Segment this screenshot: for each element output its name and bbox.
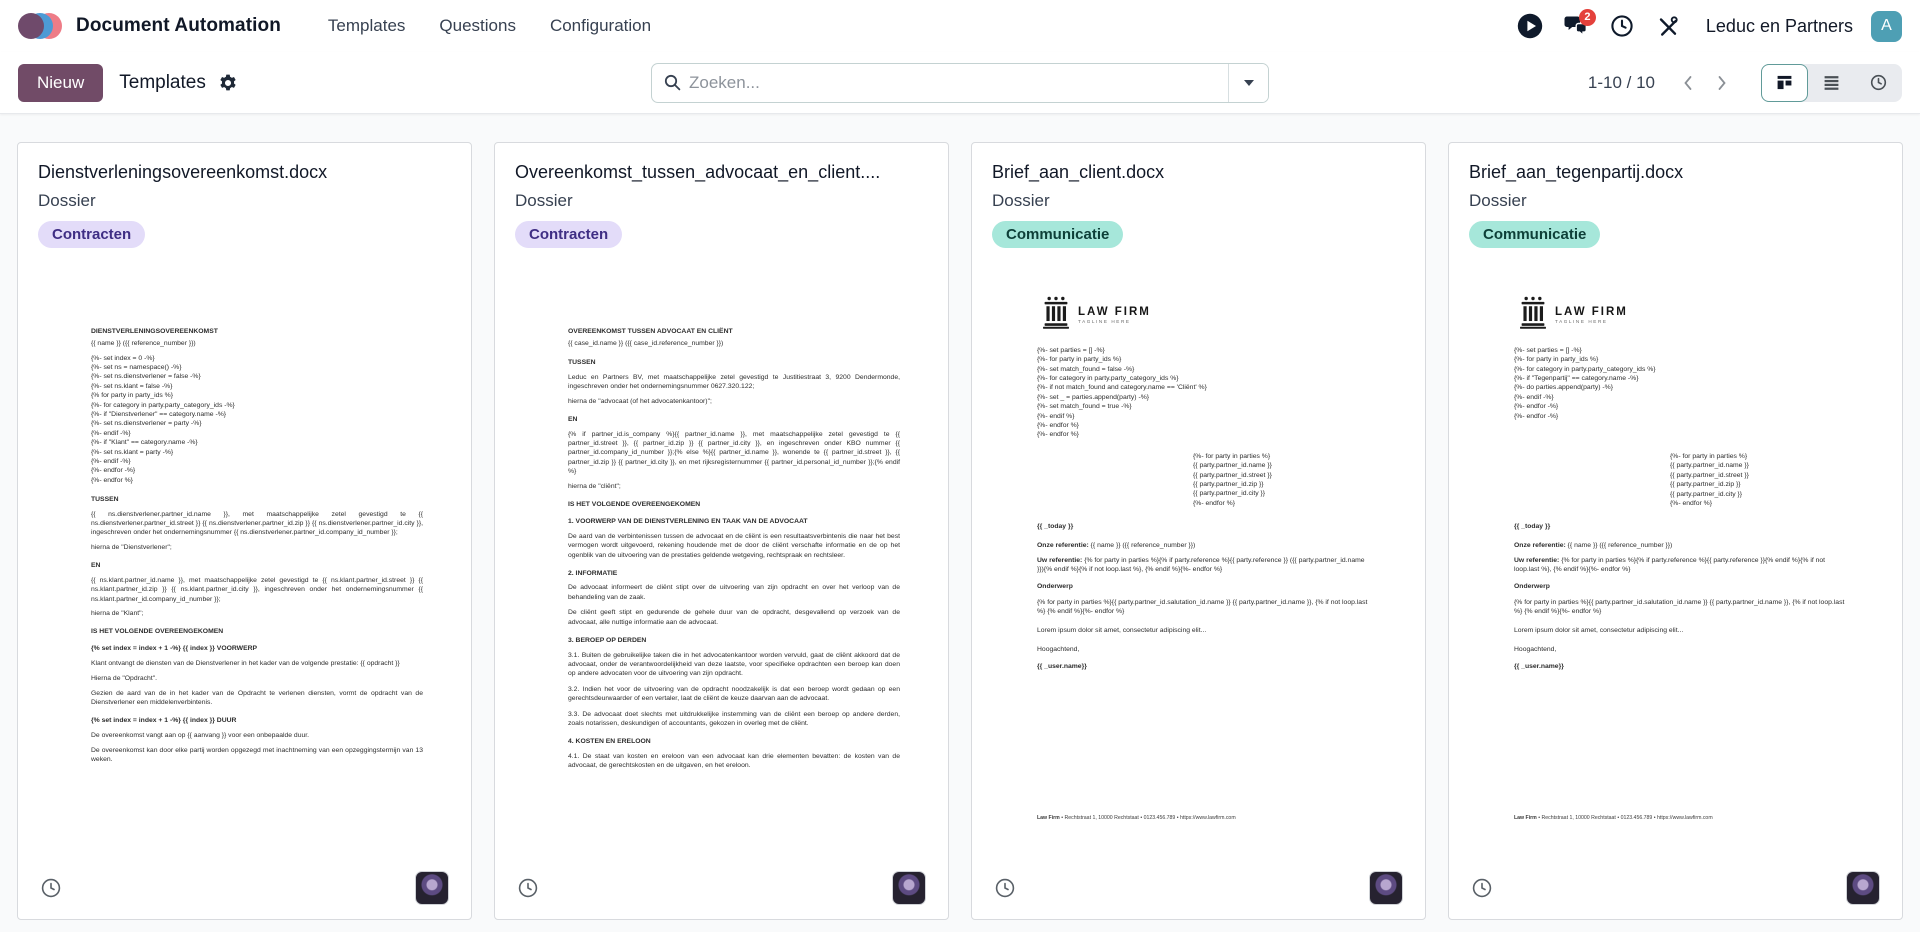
onboarding-play-button[interactable] (1512, 8, 1548, 44)
doc-line: IS HET VOLGENDE OVEREENGEKOMEN (91, 627, 224, 635)
doc-line: {%- set match_found = false -%} (1037, 365, 1135, 373)
doc-line: EN (568, 415, 578, 423)
doc-spacer (1514, 532, 1846, 539)
doc-line: {%- if "Tegenpartij" == category.name -%} (1514, 374, 1639, 382)
doc-line: Onze referentie: {{ name }} ({{ reference_number }}) (1037, 542, 1196, 550)
doc-line: {% for party in parties %}{{ party.partner_id.salutation_id.name }} {{ party.partner_id.name }}, {% if not loop.last %} {% endif %}{%- endfor %} (1514, 598, 1845, 616)
messages-button[interactable] (1558, 8, 1594, 44)
activities-button[interactable] (1604, 8, 1640, 44)
doc-line: Onderwerp (1514, 583, 1550, 591)
document-preview (992, 248, 1405, 865)
doc-line: {% if partner_id.is_company %}{{ partner_id.name }}, met maatschappelijke zetel gevestigd te {{ partner_id.street }}, {{ partner_id.zip }} {{ partner_id.city }}, en ingeschreven onder KBO nummer {{ partner_id.company_id_number }};{% else %}{{ partner_id.name }}, wonende te {{ partner_id.street }}, {{ partner_id.zip }} {{ partner_id.city }}, en met rijksregisternummer {{ partner_id.personal_id_number }};{% endif %} (568, 430, 900, 476)
doc-line: {%- if "Klant" == category.name -%} (91, 439, 198, 447)
pager-previous-button[interactable] (1671, 68, 1705, 98)
doc-line: IS HET VOLGENDE OVEREENGEKOMEN (568, 500, 701, 508)
clock-icon (1610, 14, 1634, 38)
law-firm-name: LAW FIRM (1078, 305, 1151, 318)
activity-clock-button[interactable] (1471, 877, 1493, 899)
doc-line: Leduc en Partners BV, met maatschappelijke zetel gevestigd te Justitiestraat 3, 9200 Dendermonde, ingeschreven onder het ondernemingsnummer 0627.320.122; (568, 373, 900, 391)
doc-line: 3.1. Buiten de gebruikelijke taken die in het advocatenkantoor worden vervuld, gaat de cliënt akkoord dat de advocaat, onder de verantwoordelijkheid van deze laatste, voor specifieke opdrachten een beroep kan doen op andere advocaten voor de uitvoering van zijn opdracht. (568, 651, 900, 678)
doc-line: {%- do parties.append(party) -%} (1514, 384, 1613, 392)
doc-line: {%- endif -%} (91, 458, 131, 466)
list-view-icon (1823, 74, 1840, 91)
doc-line: {%- for party in party_ids %} (1514, 356, 1599, 364)
card-footer (992, 865, 1405, 907)
law-firm-logo-text (1555, 306, 1628, 325)
new-button[interactable]: Nieuw (18, 64, 103, 102)
doc-line: {%- set ns.klant = false -%} (91, 382, 173, 390)
gear-icon (219, 74, 237, 92)
messages-count-badge: 2 (1579, 9, 1596, 26)
doc-line: {%- endfor -%} (1514, 412, 1559, 420)
law-firm-logo (1041, 296, 1369, 334)
doc-line: {%- for party in parties %} (1193, 452, 1271, 460)
doc-spacer (91, 485, 423, 489)
clock-icon (517, 877, 539, 899)
doc-line: {{ case_id.name }} ({{ case_id.reference_number }}) (568, 340, 724, 348)
doc-line: hierna de "advocaat (of het advocatenkantoor)"; (568, 398, 712, 406)
doc-line: 3.2. Indien het voor de uitvoering van de opdracht noodzakelijk is dat een beroep wordt gedaan op een gerechtsdeurwaarder of een vertaler, laat de cliënt de keuze daarvan aan de advocaat. (568, 685, 900, 703)
doc-line: {{ party.partner_id.name }} (1193, 462, 1272, 470)
doc-line: OVEREENKOMST TUSSEN ADVOCAAT EN CLIËNT (568, 328, 733, 336)
card-footer (38, 865, 451, 907)
clock-icon (40, 877, 62, 899)
card-subtitle: Dossier (992, 190, 1050, 210)
activity-view-icon (1870, 74, 1887, 91)
card-title[interactable]: Brief_aan_client.docx (992, 162, 1165, 182)
doc-line: {% for party in parties %}{{ party.partner_id.salutation_id.name }} {{ party.partner_id.name }}, {% if not loop.last %} {% endif %}{%- endfor %} (1037, 598, 1368, 616)
doc-spacer (568, 349, 900, 353)
doc-line: hierna de "Dienstverlener"; (91, 544, 172, 552)
category-badge: Communicatie (1469, 221, 1600, 248)
doc-line: hierna de "Klant"; (91, 610, 144, 618)
doc-line: {{ _today }} (1514, 523, 1551, 531)
search-bar (651, 63, 1269, 103)
doc-line: {%- endfor -%} (1514, 403, 1559, 411)
action-gear-button[interactable] (215, 70, 241, 96)
doc-line: {{ _user.name}} (1037, 662, 1087, 670)
pager-and-views (1588, 64, 1902, 102)
doc-line: 4.1. De staat van kosten en ereloon van een advocaat kan drie elementen bevatten: de kosten van de advocaat, de gerechtskosten en de uitgaven, en het ereloon. (568, 752, 900, 770)
doc-line: {{ party.partner_id.city }} (1193, 490, 1266, 498)
template-card[interactable] (494, 142, 949, 920)
doc-line: Hierna de "Opdracht". (91, 675, 158, 683)
doc-line: TUSSEN (568, 359, 596, 367)
doc-line: {%- for category in party.party_category_ids %} (1514, 365, 1656, 373)
debug-tools-button[interactable] (1650, 8, 1686, 44)
doc-line: {%- for category in party.party_category_ids %} (1037, 374, 1179, 382)
doc-line: {%- set ns.dienstverlener = party -%} (91, 420, 202, 428)
card-subtitle: Dossier (515, 190, 573, 210)
doc-line: {%- endfor %} (1670, 500, 1712, 508)
doc-line: 3.3. De advocaat doet slechts met uitdrukkelijke instemming van de cliënt een beroep op andere derden, zoals notarissen, deskundigen of accountants, gekozen in overleg met de cliënt. (568, 710, 900, 727)
kanban-view (0, 114, 1920, 920)
doc-line: {%- set parties = [] -%} (1037, 346, 1105, 354)
doc-line: {%- for party in parties %} (1670, 453, 1748, 460)
doc-line: 3. BEROEP OP DERDEN (568, 636, 647, 644)
card-title[interactable]: Brief_aan_tegenpartij.docx (1469, 162, 1684, 182)
doc-spacer (1037, 440, 1369, 452)
user-avatar[interactable]: A (1871, 11, 1902, 42)
doc-line: 1. VOORWERP VAN DE DIENSTVERLENING EN TAAK VAN DE ADVOCAAT (568, 517, 808, 525)
template-card[interactable] (1448, 142, 1903, 920)
category-badge: Communicatie (992, 221, 1123, 248)
doc-line: {% set index = index + 1 -%} {{ index }} DUUR (91, 717, 237, 725)
doc-line: {{ name }} ({{ reference_number }}) (91, 340, 196, 348)
view-kanban-button[interactable] (1761, 64, 1808, 102)
chevron-right-icon (1715, 74, 1729, 92)
doc-line: De overeenkomst kan door elke partij worden opgezegd met inachtneming van een opzeggingstermijn van 13 weken. (91, 746, 423, 763)
law-firm-pillar-icon (1041, 296, 1071, 334)
responsible-avatar[interactable] (1369, 871, 1403, 905)
doc-line: {%- set index = 0 -%} (91, 354, 155, 362)
doc-spacer (1514, 421, 1846, 452)
company-switcher[interactable]: Leduc en Partners (1705, 15, 1853, 36)
doc-spacer (1037, 591, 1369, 595)
app-home-button[interactable] (18, 10, 281, 42)
doc-line: {%- set _ = parties.append(party) -%} (1037, 393, 1150, 401)
doc-line: {%- for party in party_ids %} (1037, 356, 1122, 364)
doc-spacer (1037, 638, 1369, 643)
doc-spacer (1037, 532, 1369, 539)
doc-line: {%- set ns.dienstverlener = false -%} (91, 373, 201, 381)
doc-line: Law Firm • Rechtstraat 1, 10000 Rechtstaat • 0123.456.789 • https://www.lawfirm.com (1514, 814, 1713, 821)
card-title[interactable]: Overeenkomst_tussen_advocaat_en_client.... (515, 162, 881, 182)
document-preview (38, 248, 451, 865)
doc-line: 4. KOSTEN EN ERELOON (568, 737, 651, 745)
app-title: Document Automation (76, 15, 281, 36)
doc-line: Lorem ipsum dolor sit amet, consectetur adipiscing elit... (1514, 626, 1684, 634)
doc-line: Klant ontvangt de diensten van de Dienstverlener in het kader van de volgende prestatie: {{ opdracht }} (91, 660, 400, 668)
doc-line: EN (91, 561, 101, 569)
top-menu (311, 6, 668, 46)
doc-line: {{ ns.dienstverlener.partner_id.name }}, met maatschappelijke zetel gevestigd te {{ ns.dienstverlener.partner_id.street }} {{ ns.dienstverlener.partner_id.zip }} {{ ns.dienstverlener.partner_id.city }}, ingeschreven onder het ondernemingsnummer {{ ns.dienstverlener.partner_id.company_id_number }}; (91, 510, 423, 537)
law-firm-logo-text (1078, 306, 1151, 325)
view-switcher (1761, 64, 1902, 102)
doc-line: {%- set parties = [] -%} (1514, 346, 1582, 354)
clock-icon (1471, 877, 1493, 899)
doc-line: {%- if not match_found and category.name == 'Cliënt' %} (1037, 384, 1207, 392)
chevron-down-icon (1244, 80, 1254, 86)
responsible-avatar[interactable] (1846, 871, 1880, 905)
doc-line: Onderwerp (1037, 582, 1073, 590)
view-list-button[interactable] (1808, 64, 1855, 102)
doc-line: {% set index = index + 1 -%} {{ index }} VOORWERP (91, 645, 258, 653)
main-navbar (0, 0, 1920, 52)
doc-line: TUSSEN (91, 495, 119, 503)
app-logo-icon (18, 10, 66, 42)
law-firm-tagline: TAGLINE HERE (1555, 319, 1608, 324)
law-firm-tagline: TAGLINE HERE (1078, 319, 1131, 324)
doc-line: {%- endif -%} (91, 429, 131, 437)
doc-line: Uw referentie: {% for party in parties %}{% if party.reference %}{{ party.reference }}{% endif %}{% if not loop.last %}, {% endif %}{%- endfor %} (1514, 556, 1826, 574)
doc-spacer (1514, 591, 1846, 595)
play-icon (1517, 13, 1543, 39)
category-badge: Contracten (38, 221, 145, 248)
card-title[interactable]: Dienstverleningsovereenkomst.docx (38, 162, 328, 182)
doc-line: {%- set match_found = true -%} (1037, 403, 1132, 411)
category-badge: Contracten (515, 221, 622, 248)
menu-questions[interactable]: Questions (439, 16, 516, 35)
responsible-avatar[interactable] (415, 871, 449, 905)
doc-spacer (1514, 619, 1846, 623)
doc-line: Hoogachtend, (1514, 646, 1557, 654)
search-input[interactable] (689, 64, 1228, 102)
doc-line: {%- if "Dienstverlener" == category.name -%} (91, 411, 227, 418)
doc-spacer (1037, 508, 1369, 522)
template-card[interactable] (971, 142, 1426, 920)
doc-line: De overeenkomst vangt aan op {{ aanvang }} voor een onbepaalde duur. (91, 731, 310, 739)
doc-line: Law Firm • Rechtstraat 1, 10000 Rechtstaat • 0123.456.789 • https://www.lawfirm.com (1037, 814, 1236, 821)
tools-icon (1657, 15, 1679, 37)
kanban-view-icon (1776, 74, 1793, 91)
activity-clock-button[interactable] (40, 877, 62, 899)
card-footer (1469, 865, 1882, 907)
doc-line: {{ party.partner_id.name }} (1670, 462, 1749, 470)
doc-line: {%- endfor -%} (91, 467, 136, 475)
doc-line: {%- endfor %} (91, 476, 133, 484)
activity-clock-button[interactable] (994, 877, 1016, 899)
law-firm-logo (1518, 296, 1846, 334)
document-preview (1469, 248, 1882, 865)
doc-line: {{ party.partner_id.zip }} (1193, 481, 1264, 489)
view-activity-button[interactable] (1855, 64, 1902, 102)
doc-line: De advocaat informeert de cliënt stipt over de uitvoering van zijn opdracht en over het verloop van de behandeling van de zaak. (568, 584, 900, 601)
doc-line: {{ party.partner_id.city }} (1670, 490, 1743, 498)
doc-line: Uw referentie: {% for party in parties %}{% if party.reference %}{{ party.reference }} ({{ party.partner_id.name }}){% endif %}{% if not loop.last %}, {% endif %}{%- endfor %} (1037, 556, 1365, 573)
doc-line: {{ _user.name}} (1514, 663, 1564, 671)
card-subtitle: Dossier (38, 190, 96, 210)
doc-line: {{ ns.klant.partner_id.name }}, met maatschappelijke zetel gevestigd te {{ ns.klant.partner_id.street }} {{ ns.klant.partner_id.zip }} {{ ns.klant.partner_id.city }}, ingeschreven onder het ondernemingsnummer {{ ns.klant.partner_id.company_id_number }}; (91, 576, 423, 603)
systray (1512, 8, 1902, 44)
breadcrumb[interactable]: Templates (119, 71, 206, 93)
doc-line: {% for party in party_ids %} (91, 392, 173, 400)
doc-line: De cliënt geeft stipt en gedurende de gehele duur van de opdracht, desgevallend op verzoek van de advocaat, alle nuttige informatie aan de advocaat. (568, 609, 900, 626)
doc-spacer (1037, 619, 1369, 623)
doc-line: {%- endif %} (1037, 412, 1075, 420)
doc-line: Hoogachtend, (1037, 646, 1080, 653)
search-icon (664, 74, 681, 91)
doc-line: {%- endfor %} (1193, 499, 1235, 507)
doc-line: DIENSTVERLENINGSOVEREENKOMST (91, 328, 218, 336)
doc-line: {%- set ns.klant = party -%} (91, 448, 174, 456)
chevron-left-icon (1681, 74, 1695, 92)
pager-range: 1-10 / 10 (1587, 72, 1655, 92)
doc-line: {{ _today }} (1037, 523, 1074, 531)
doc-line: Lorem ipsum dolor sit amet, consectetur adipiscing elit... (1037, 626, 1207, 634)
doc-spacer (1514, 638, 1846, 643)
doc-line: {{ party.partner_id.street }} (1193, 471, 1272, 479)
clock-icon (994, 877, 1016, 899)
doc-line: {%- set ns = namespace() -%} (91, 363, 182, 371)
doc-line: {{ party.partner_id.zip }} (1670, 481, 1741, 489)
search-dropdown-toggle[interactable] (1228, 64, 1268, 102)
document-preview (515, 248, 928, 865)
doc-line: {{ party.partner_id.street }} (1670, 471, 1749, 479)
law-firm-pillar-icon (1518, 296, 1548, 334)
responsible-avatar[interactable] (892, 871, 926, 905)
law-firm-name: LAW FIRM (1555, 305, 1628, 318)
doc-line: Gezien de aard van de in het kader van de Opdracht te verlenen diensten, vormt de opdracht van de Dienstverlener een middelenverbintenis. (91, 689, 423, 707)
doc-line: Onze referentie: {{ name }} ({{ reference_number }}) (1514, 542, 1673, 550)
doc-line: {%- endfor %} (1037, 422, 1079, 429)
doc-line: hierna de "cliënt"; (568, 483, 621, 491)
activity-clock-button[interactable] (517, 877, 539, 899)
card-subtitle: Dossier (1469, 190, 1527, 210)
menu-templates[interactable]: Templates (327, 16, 406, 35)
doc-spacer (1514, 508, 1846, 522)
menu-configuration[interactable]: Configuration (549, 16, 652, 35)
template-card[interactable] (17, 142, 472, 920)
doc-line: {%- endif -%} (1514, 393, 1554, 401)
doc-line: {%- for category in party.party_category_ids -%} (91, 401, 235, 409)
card-footer (515, 865, 928, 907)
doc-line: De aard van de verbintenissen tussen de advocaat en de cliënt is een resultaatsverbintenis die naar het best vermogen wordt uitgevoerd, rekening houdende met de door de cliënt verschafte informatie en de op het ogenblik van de uitvoering van de prestaties geldende wetgeving, rechtspraak en rechtsleer. (568, 532, 900, 559)
doc-line: {%- endfor %} (1037, 431, 1079, 439)
pager-next-button[interactable] (1705, 68, 1739, 98)
doc-line: 2. INFORMATIE (568, 569, 618, 577)
control-panel (0, 52, 1920, 114)
